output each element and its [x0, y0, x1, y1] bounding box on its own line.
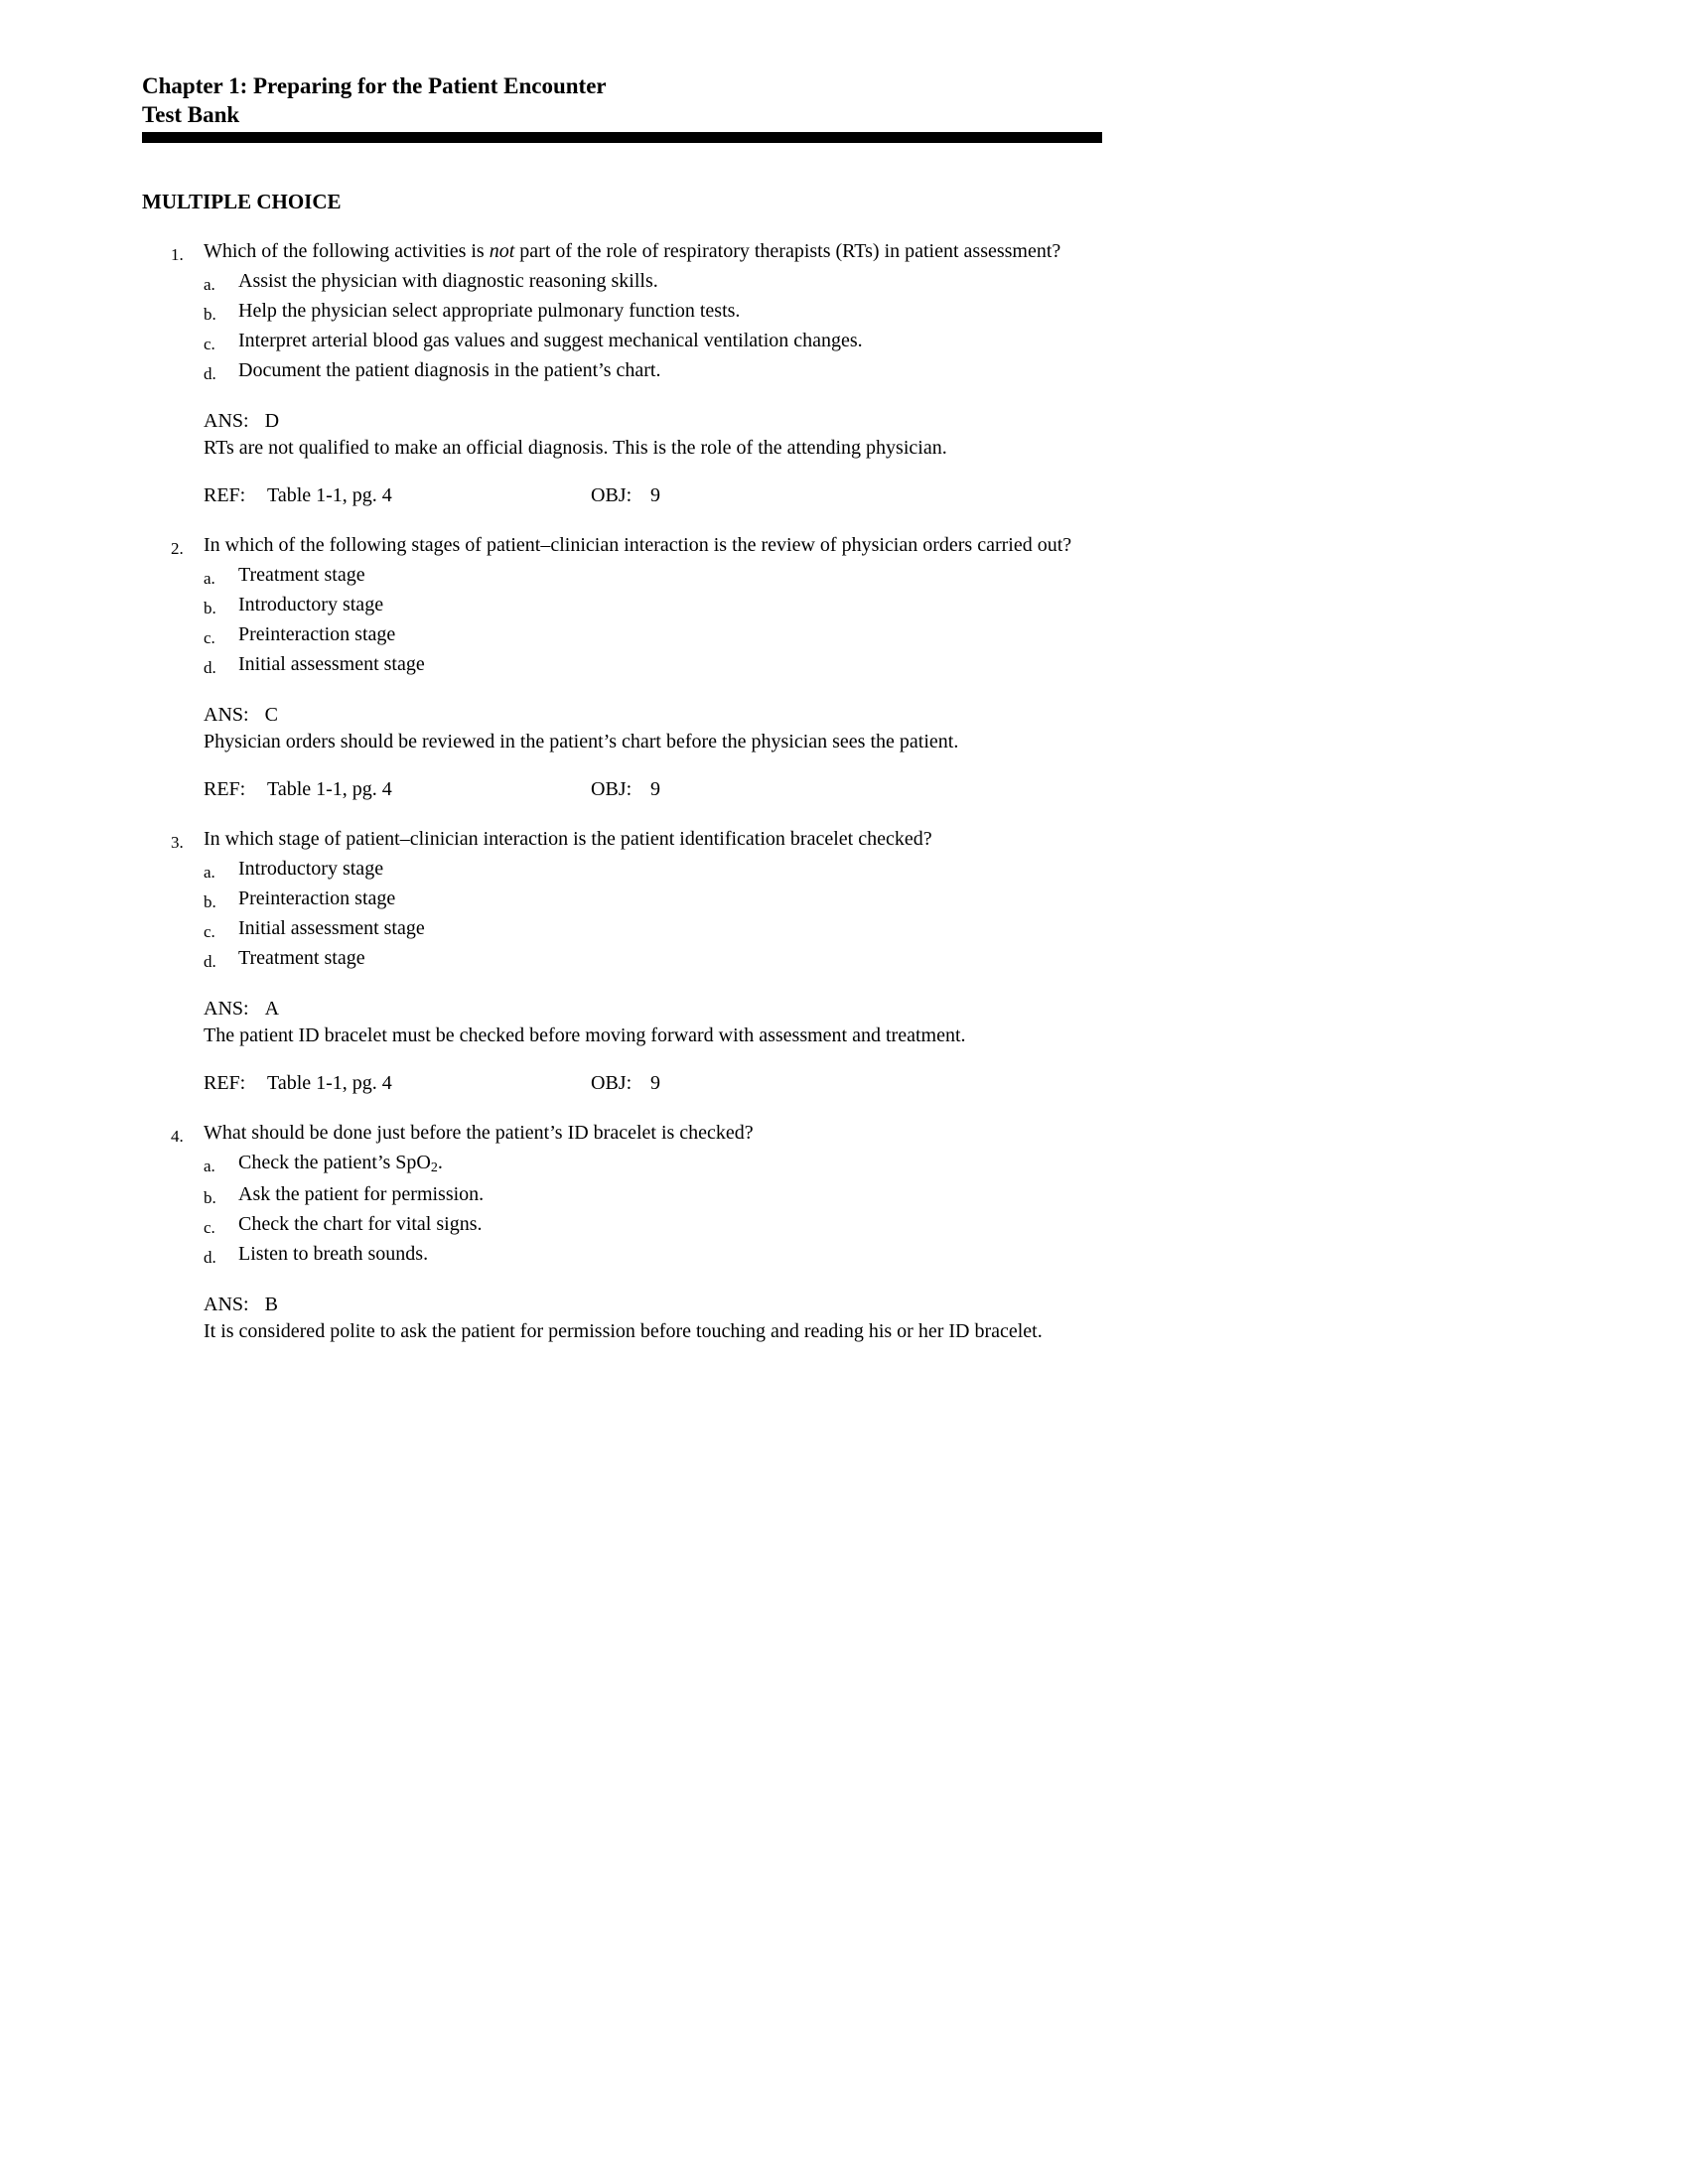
option-letter: a. [204, 1157, 215, 1175]
obj-group [591, 776, 660, 803]
ref-group [204, 776, 591, 803]
question-number: 4. [171, 1127, 184, 1146]
answer-line [204, 996, 1102, 1023]
option-letter: d. [204, 952, 216, 971]
text-segment: Treatment stage [238, 564, 365, 586]
answer-line [204, 408, 1102, 435]
answer-block [204, 1292, 1102, 1345]
text-segment: part of the role of respiratory therapists (RTs) in patient assessment? [514, 240, 1061, 262]
rationale-text: It is considered polite to ask the patient for permission before touching and reading his or her ID bracelet. [204, 1320, 1043, 1342]
text-segment: Initial assessment stage [238, 917, 425, 939]
question-stem [204, 238, 1102, 268]
reference-line [204, 1070, 1102, 1097]
option-letter: c. [204, 1218, 215, 1237]
question-block [142, 238, 1102, 509]
option-text [238, 1150, 1102, 1181]
text-segment: Help the physician select appropriate pulmonary function tests. [238, 300, 741, 322]
text-segment: Listen to breath sounds. [238, 1243, 429, 1265]
option-letter: a. [204, 569, 215, 588]
option-text [238, 856, 1102, 886]
ref-label: REF: [204, 778, 246, 800]
answer-label: ANS: [204, 1294, 249, 1315]
options-list [204, 268, 1102, 387]
question-block [142, 826, 1102, 1097]
option-text [238, 945, 1102, 975]
option-row [204, 357, 1102, 387]
reference-line [204, 776, 1102, 803]
obj-value: 9 [650, 778, 660, 800]
text-segment: In which stage of patient–clinician interaction is the patient identification bracelet checked? [204, 828, 932, 850]
option-text [238, 562, 1102, 592]
option-letter: d. [204, 364, 216, 383]
option-text [238, 268, 1102, 298]
option-letter: b. [204, 892, 216, 911]
option-row [204, 915, 1102, 945]
question-number: 3. [171, 833, 184, 852]
question-block [142, 1120, 1102, 1345]
answer-block [204, 702, 1102, 755]
rationale-text: The patient ID bracelet must be checked before moving forward with assessment and treatment. [204, 1024, 966, 1046]
option-text [238, 1211, 1102, 1241]
ref-group [204, 1070, 591, 1097]
question-list [142, 238, 1102, 1345]
option-row [204, 856, 1102, 886]
obj-value: 9 [650, 484, 660, 506]
obj-group [591, 1070, 660, 1097]
option-letter: c. [204, 335, 215, 353]
option-row [204, 621, 1102, 651]
answer-value: C [264, 704, 278, 726]
text-segment: Assist the physician with diagnostic reasoning skills. [238, 270, 658, 292]
option-row [204, 886, 1102, 915]
reference-line [204, 482, 1102, 509]
rationale-text: Physician orders should be reviewed in the patient’s chart before the physician sees the patient. [204, 731, 959, 752]
question-stem [204, 532, 1102, 562]
option-letter: b. [204, 599, 216, 617]
option-row [204, 268, 1102, 298]
text-segment: Ask the patient for permission. [238, 1183, 485, 1205]
chapter-title: Chapter 1: Preparing for the Patient Encounter [142, 73, 607, 98]
question-stem [204, 1120, 1102, 1150]
ref-value: Table 1-1, pg. 4 [267, 1072, 392, 1094]
options-list [204, 856, 1102, 975]
options-list [204, 1150, 1102, 1271]
answer-value: D [264, 410, 280, 432]
option-letter: b. [204, 305, 216, 324]
text-segment: Introductory stage [238, 858, 384, 880]
obj-label: OBJ: [591, 1072, 633, 1094]
answer-label: ANS: [204, 998, 249, 1020]
text-segment: Preinteraction stage [238, 623, 396, 645]
option-letter: a. [204, 275, 215, 294]
header-rule [142, 132, 1102, 143]
text-segment: Introductory stage [238, 594, 384, 615]
text-segment: Preinteraction stage [238, 887, 396, 909]
answer-label: ANS: [204, 410, 249, 432]
question-stem [204, 826, 1102, 856]
option-letter: c. [204, 922, 215, 941]
section-heading: MULTIPLE CHOICE [142, 190, 342, 213]
option-row [204, 945, 1102, 975]
answer-value: B [264, 1294, 278, 1315]
option-text [238, 298, 1102, 328]
text-segment: Document the patient diagnosis in the patient’s chart. [238, 359, 661, 381]
document-header [142, 71, 1102, 143]
question-row [171, 1120, 1102, 1150]
answer-label: ANS: [204, 704, 249, 726]
option-row [204, 298, 1102, 328]
document-content [142, 71, 1102, 1345]
text-segment: What should be done just before the patient’s ID bracelet is checked? [204, 1122, 754, 1144]
text-segment: . [437, 1152, 443, 1173]
answer-block [204, 408, 1102, 462]
option-row [204, 1241, 1102, 1271]
option-row [204, 1150, 1102, 1181]
option-text [238, 357, 1102, 387]
question-row [171, 532, 1102, 562]
obj-value: 9 [650, 1072, 660, 1094]
option-row [204, 328, 1102, 357]
options-list [204, 562, 1102, 681]
ref-value: Table 1-1, pg. 4 [267, 778, 392, 800]
ref-label: REF: [204, 1072, 246, 1094]
question-block [142, 532, 1102, 803]
option-text [238, 915, 1102, 945]
obj-label: OBJ: [591, 778, 633, 800]
option-text [238, 328, 1102, 357]
option-letter: c. [204, 628, 215, 647]
answer-line [204, 702, 1102, 729]
obj-group [591, 482, 660, 509]
question-number: 2. [171, 539, 184, 558]
ref-value: Table 1-1, pg. 4 [267, 484, 392, 506]
option-letter: d. [204, 658, 216, 677]
question-row [171, 826, 1102, 856]
text-segment: Check the chart for vital signs. [238, 1213, 483, 1235]
option-row [204, 592, 1102, 621]
ref-label: REF: [204, 484, 246, 506]
question-row [171, 238, 1102, 268]
answer-block [204, 996, 1102, 1049]
answer-line [204, 1292, 1102, 1318]
test-bank-subtitle: Test Bank [142, 102, 240, 127]
option-text [238, 651, 1102, 681]
obj-label: OBJ: [591, 484, 633, 506]
text-segment: Initial assessment stage [238, 653, 425, 675]
text-segment: Check the patient’s SpO [238, 1152, 431, 1173]
question-number: 1. [171, 245, 184, 264]
text-segment: not [489, 240, 515, 262]
text-segment: Interpret arterial blood gas values and suggest mechanical ventilation changes. [238, 330, 863, 351]
text-segment: 2 [430, 1160, 438, 1175]
option-letter: b. [204, 1188, 216, 1207]
option-text [238, 621, 1102, 651]
text-segment: In which of the following stages of patient–clinician interaction is the review of physician orders carried out? [204, 534, 1072, 556]
option-row [204, 1211, 1102, 1241]
option-row [204, 651, 1102, 681]
option-row [204, 562, 1102, 592]
option-letter: d. [204, 1248, 216, 1267]
answer-value: A [264, 998, 280, 1020]
rationale-text: RTs are not qualified to make an official diagnosis. This is the role of the attending physician. [204, 437, 947, 459]
option-text [238, 1181, 1102, 1211]
option-row [204, 1181, 1102, 1211]
text-segment: Which of the following activities is [204, 240, 490, 262]
option-text [238, 1241, 1102, 1271]
text-segment: Treatment stage [238, 947, 365, 969]
option-text [238, 592, 1102, 621]
option-text [238, 886, 1102, 915]
ref-group [204, 482, 591, 509]
option-letter: a. [204, 863, 215, 882]
